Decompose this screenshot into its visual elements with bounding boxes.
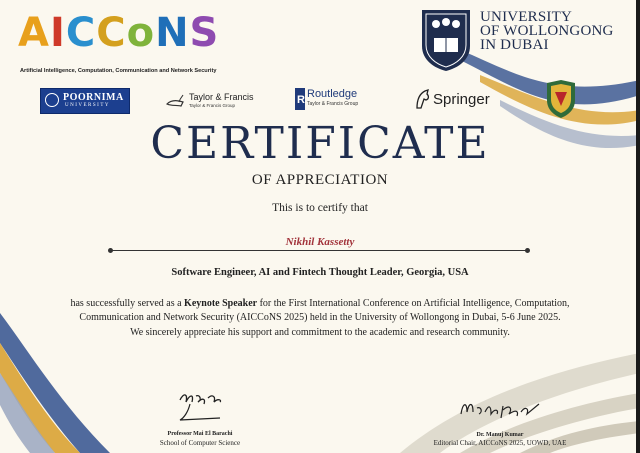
certificate-title: CERTIFICATE (150, 118, 490, 169)
poornima-subtitle: UNIVERSITY (65, 103, 110, 108)
left-signatory-name: Professor Mai El Barachi (167, 431, 233, 437)
uowd-line-1: UNIVERSITY (480, 9, 572, 25)
logo-letter: S (189, 10, 220, 56)
uowd-line-3: IN DUBAI (480, 37, 549, 53)
poornima-emblem-icon (45, 93, 59, 107)
recipient-name: Nikhil Kassetty (285, 236, 355, 248)
uowd-wordmark (480, 10, 614, 52)
body-text-strong: Keynote Speaker (184, 298, 258, 309)
aiccons-subtitle: Artificial Intelligence, Computation, Communication and Network Security (20, 68, 217, 74)
routledge-r-icon (295, 88, 305, 110)
logo-letter: C (96, 10, 127, 56)
logo-letter: A (18, 10, 50, 56)
taylor-francis-lamp-icon (165, 92, 185, 110)
right-signature (455, 396, 545, 424)
routledge-name: Routledge (307, 88, 358, 100)
routledge-group: Taylor & Francis Group (307, 101, 359, 107)
certify-line: This is to certify that (272, 202, 368, 214)
body-text-pre: has successfully served as a (70, 298, 185, 309)
right-signatory-role: Editorial Chair, AICCoNS 2025, UOWD, UAE (433, 439, 567, 447)
body-text-post: for the First International Conference on Artificial Intelligence, Computation, Communication and Network Security (AICCoNS 2025) held in the University of Wollongong in Dubai, 5-6 June 2025. (79, 298, 570, 324)
aiccons-wordmark (18, 10, 219, 56)
svg-text:R: R (297, 94, 305, 106)
body-text-appreciation: We sincerely appreciate his support and commitment to the academic and research community. (130, 326, 510, 338)
left-signatory-role: School of Computer Science (159, 439, 241, 447)
uowd-logo (420, 8, 640, 74)
taylor-francis-group: Taylor & Francis Group (189, 103, 236, 108)
logo-letter: I (49, 10, 66, 56)
aiccons-logo (10, 6, 250, 76)
logo-letter: N (155, 10, 190, 56)
certificate-body (70, 297, 570, 340)
logo-letter: C (65, 10, 97, 56)
poornima-name: POORNIMA (63, 92, 124, 103)
uowd-line-2: OF WOLLONGONG (480, 23, 614, 39)
taylor-francis-name: Taylor & Francis (189, 92, 254, 102)
line-dot-right (525, 248, 530, 253)
recipient-role: Software Engineer, AI and Fintech Thought Leader, Georgia, USA (171, 267, 469, 278)
institution-shield-icon (546, 80, 576, 118)
springer-name: Springer (433, 91, 490, 108)
right-signatory-name: Dr. Manuj Kumar (476, 432, 524, 438)
certificate-subtitle: OF APPRECIATION (251, 172, 389, 188)
name-underline (110, 250, 528, 251)
left-signature (150, 384, 250, 424)
springer-horse-icon (413, 88, 431, 110)
logo-letter: o (126, 10, 156, 56)
partner-logos (0, 86, 640, 118)
poornima-logo (40, 88, 130, 114)
uowd-crest-icon (420, 8, 472, 72)
